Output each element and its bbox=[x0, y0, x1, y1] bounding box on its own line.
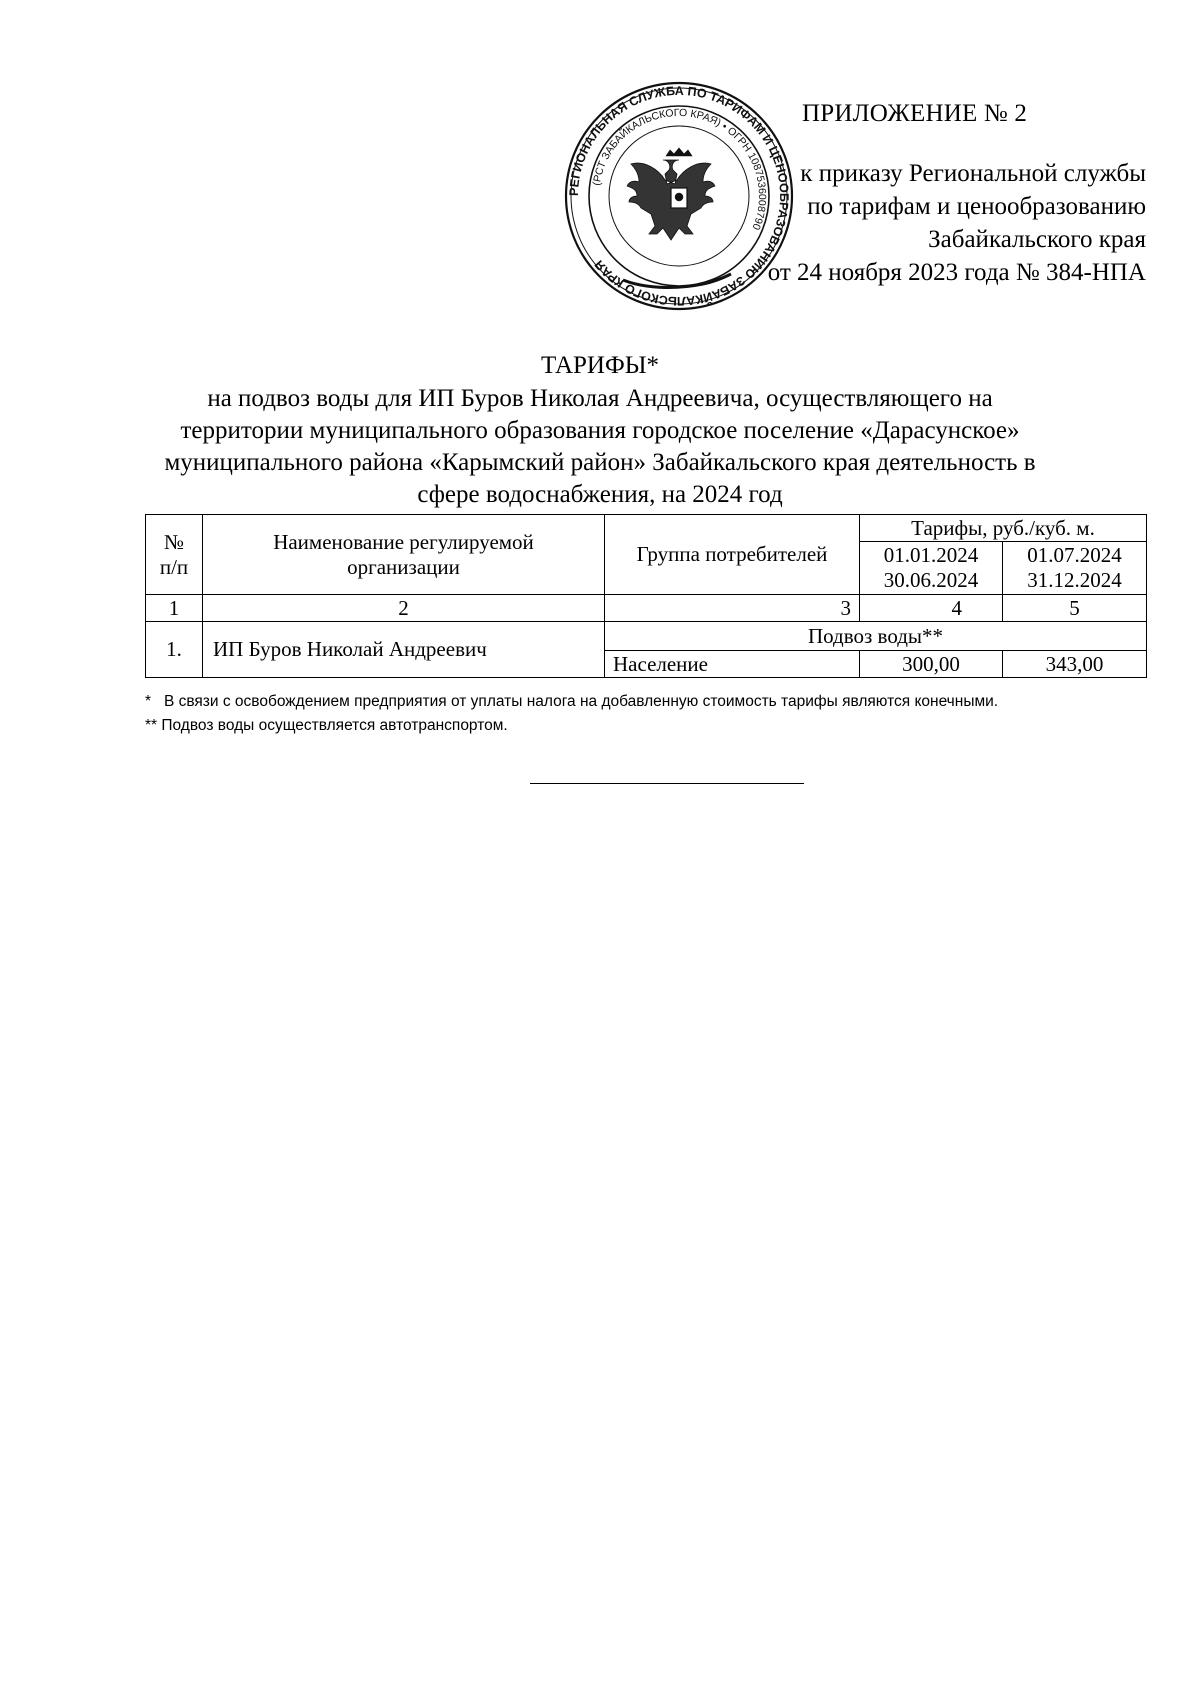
subtitle-line: сфере водоснабжения, на 2024 год bbox=[417, 481, 783, 508]
column-number: 4 bbox=[860, 595, 1003, 622]
footnote: ** Подвоз воды осуществляется автотранспортом. bbox=[145, 717, 508, 734]
subtitle-line: территории муниципального образования городское поселение «Дарасунское» bbox=[180, 417, 1020, 444]
column-number-row bbox=[146, 595, 1147, 622]
appendix-line: Забайкальского края bbox=[928, 226, 1146, 253]
appendix-line: от 24 ноября 2023 года № 384-НПА bbox=[767, 259, 1146, 286]
stamp-outer-text: РЕГИОНАЛЬНАЯ СЛУЖБА ПО ТАРИФАМ И ЦЕНООБРАЗОВАНИЮ ЗАБАЙКАЛЬСКОГО КРАЯ bbox=[566, 83, 792, 309]
end-divider bbox=[530, 783, 804, 784]
header-number: № п/п bbox=[146, 515, 203, 595]
row-consumer-group: Население bbox=[605, 651, 860, 678]
header-tariffs: Тарифы, руб./куб. м. bbox=[860, 515, 1147, 542]
row-tariff-1: 300,00 bbox=[860, 651, 1003, 678]
subtitle-line: на подвоз воды для ИП Буров Николая Андреевича, осуществляющего на bbox=[207, 385, 993, 412]
header-organization: Наименование регулируемой организации bbox=[203, 515, 605, 595]
row-organization: ИП Буров Николай Андреевич bbox=[203, 622, 605, 678]
footnotes bbox=[145, 690, 1195, 738]
table-row bbox=[146, 622, 1147, 651]
header-period-2: 01.07.2024 31.12.2024 bbox=[1003, 542, 1147, 595]
row-tariff-2: 343,00 bbox=[1003, 651, 1147, 678]
subtitle-line: муниципального района «Карымский район» Забайкальского края деятельность в bbox=[164, 449, 1036, 476]
header-consumer-group: Группа потребителей bbox=[605, 515, 860, 595]
row-service: Подвоз воды** bbox=[605, 622, 1147, 651]
document-title: ТАРИФЫ* bbox=[540, 352, 660, 379]
tariff-table bbox=[145, 514, 1147, 678]
header-period-1: 01.01.2024 30.06.2024 bbox=[860, 542, 1003, 595]
row-number: 1. bbox=[146, 622, 203, 678]
appendix-title: ПРИЛОЖЕНИЕ № 2 bbox=[802, 100, 1028, 127]
footnote: * В связи с освобождением предприятия от уплаты налога на добавленную стоимость тарифы являются конечными. bbox=[145, 693, 999, 710]
table-header-row bbox=[146, 515, 1147, 542]
column-number: 1 bbox=[146, 595, 203, 622]
appendix-line: по тарифам и ценообразованию bbox=[807, 193, 1146, 220]
column-number: 2 bbox=[203, 595, 605, 622]
document-subtitle bbox=[160, 383, 1040, 511]
appendix-reference bbox=[706, 157, 1146, 289]
column-number: 3 bbox=[605, 595, 860, 622]
appendix-line: к приказу Региональной службы bbox=[800, 160, 1146, 187]
column-number: 5 bbox=[1003, 595, 1147, 622]
double-headed-eagle-icon bbox=[627, 148, 715, 240]
stamp-inner-text: (РСТ ЗАБАЙКАЛЬСКОГО КРАЯ) • ОГРН 1087536008790 bbox=[590, 106, 769, 232]
